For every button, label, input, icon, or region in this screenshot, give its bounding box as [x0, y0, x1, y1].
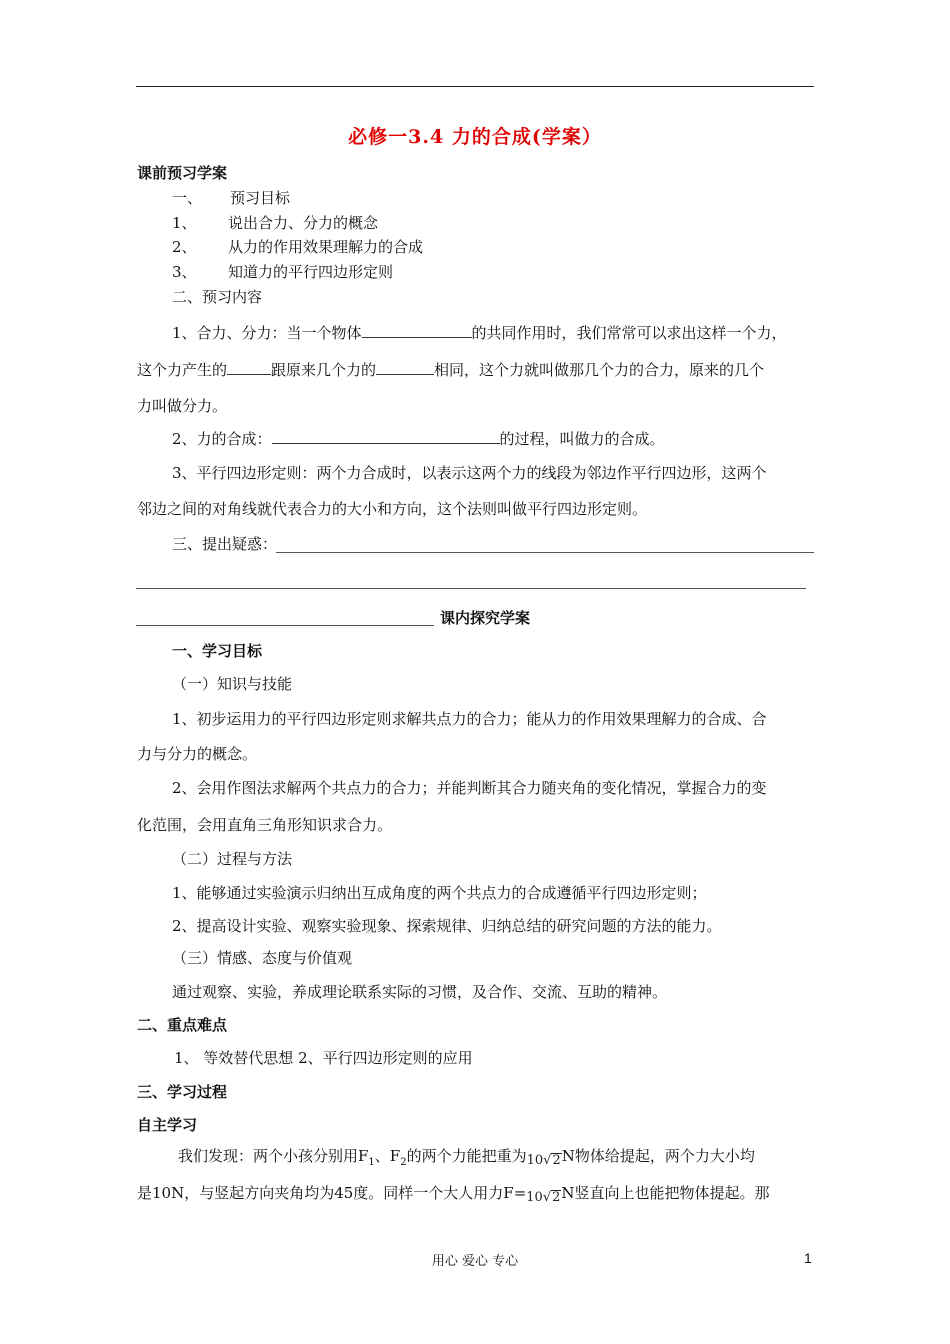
key-points-heading: 二、重点难点 [137, 1016, 228, 1034]
fill-blank[interactable] [376, 359, 434, 375]
questions-label: 三、提出疑惑： [172, 535, 278, 553]
knowledge-item-1-line-1: 1、初步运用力的平行四边形定则求解共点力的合力；能从力的作用效果理解力的合成、合 [172, 710, 767, 728]
ten-root-two-formula: 10√2 [526, 1190, 561, 1205]
page-footer: 用心 爱心 专心 [431, 1254, 519, 1269]
header-rule [136, 86, 814, 87]
knowledge-skills-heading: （一）知识与技能 [172, 675, 293, 693]
preview-goal-3: 3、 知道力的平行四边形定则 [172, 263, 394, 281]
preview-goal-2: 2、 从力的作用效果理解力的合成 [172, 238, 424, 256]
key-points-text: 1、 等效替代思想 2、平行四边形定则的应用 [174, 1049, 473, 1067]
page-title: 必修一3.4 力的合成(学案） [348, 126, 602, 148]
section-separator-line [136, 625, 434, 626]
preview-item-1-line-3: 力叫做分力。 [137, 397, 228, 415]
preview-goal-heading: 一、 预习目标 [172, 189, 291, 207]
preview-item-1-line-2: 这个力产生的 跟原来几个力的 相同，这个力就叫做那几个力的合力，原来的几个 [137, 361, 765, 379]
preview-content-heading: 二、预习内容 [172, 288, 263, 306]
self-study-heading: 自主学习 [137, 1116, 198, 1134]
learning-goals-heading: 一、学习目标 [172, 642, 263, 660]
preview-item-2: 2、力的合成： 的过程，叫做力的合成。 [172, 430, 665, 448]
pre-class-heading: 课前预习学案 [137, 164, 228, 182]
questions-answer-line[interactable] [136, 588, 806, 589]
fill-blank[interactable] [362, 322, 472, 338]
preview-item-3-line-1: 3、平行四边形定则：两个力合成时，以表示这两个力的线段为邻边作平行四边形，这两个 [172, 464, 767, 482]
self-study-line-2: 是10N，与竖起方向夹角均为45度。同样一个大人用力F=10√2N竖直向上也能把物体提起。那 [137, 1183, 815, 1208]
questions-answer-line[interactable] [276, 552, 814, 553]
attitude-text: 通过观察、实验，养成理论联系实际的习惯，及合作、交流、互助的精神。 [172, 983, 668, 1001]
in-class-heading: 课内探究学案 [440, 609, 531, 627]
process-method-heading: （二）过程与方法 [172, 850, 293, 868]
knowledge-item-2-line-2: 化范围，会用直角三角形知识求合力。 [137, 816, 393, 834]
ten-root-two-formula: 10√2 [526, 1153, 561, 1168]
process-item-2: 2、提高设计实验、观察实验现象、探索规律、归纳总结的研究问题的方法的能力。 [172, 917, 722, 935]
knowledge-item-2-line-1: 2、会用作图法求解两个共点力的合力；并能判断其合力随夹角的变化情况，掌握合力的变 [172, 779, 767, 797]
knowledge-item-1-line-2: 力与分力的概念。 [137, 745, 258, 763]
preview-item-3-line-2: 邻边之间的对角线就代表合力的大小和方向，这个法则叫做平行四边形定则。 [137, 500, 648, 518]
fill-blank[interactable] [272, 428, 500, 444]
process-item-1: 1、能够通过实验演示归纳出互成角度的两个共点力的合成遵循平行四边形定则； [172, 884, 707, 902]
page-number: 1 [804, 1250, 812, 1266]
fill-blank[interactable] [227, 359, 271, 375]
self-study-line-1: 我们发现：两个小孩分别用$F_1$、$F_2$的两个力能把重为10√2N物体给提起，两个力大小均 [178, 1146, 856, 1173]
learning-process-heading: 三、学习过程 [137, 1083, 228, 1101]
attitude-heading: （三）情感、态度与价值观 [172, 949, 353, 967]
preview-item-1-line-1: 1、合力、分力：当一个物体 的共同作用时，我们常常可以求出这样一个力， [172, 324, 787, 342]
preview-goal-1: 1、 说出合力、分力的概念 [172, 214, 379, 232]
